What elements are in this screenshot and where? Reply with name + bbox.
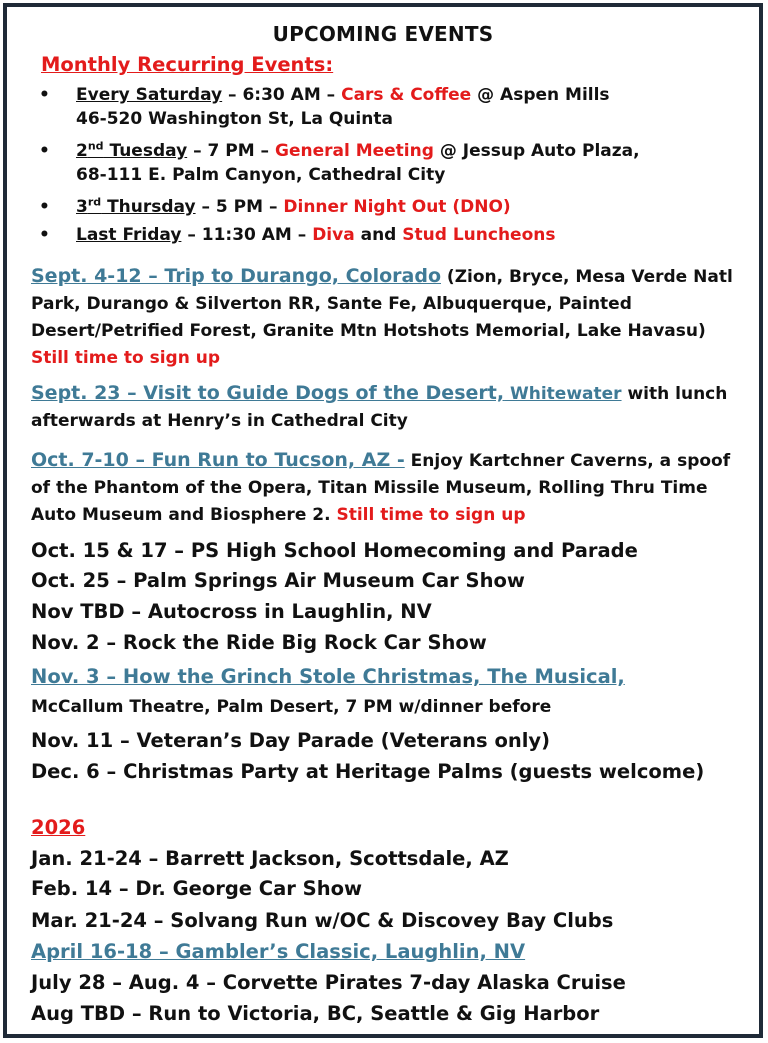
event-line: Dec. 6 – Christmas Party at Heritage Palms (guests welcome) (31, 760, 705, 783)
recurring-time: – 6:30 AM – (222, 85, 342, 105)
page-title: UPCOMING EVENTS (272, 22, 494, 46)
event-line: Nov. 11 – Veteran’s Day Parade (Veterans only) (31, 729, 551, 752)
recurring-address: 46-520 Washington St, La Quinta (76, 109, 393, 129)
list-item (35, 83, 741, 131)
event-line: July 28 – Aug. 4 – Corvette Pirates 7-day Alaska Cruise (31, 971, 626, 994)
recurring-day: 2nd Tuesday (76, 139, 188, 161)
list-item: • Last Friday – 11:30 AM – Diva and Stud Luncheons (39, 225, 556, 245)
recurring-event: Dinner Night Out (DNO) (283, 197, 511, 217)
trip-item (31, 263, 745, 372)
list-item (35, 139, 741, 187)
recurring-address: 68-111 E. Palm Canyon, Cathedral City (76, 165, 446, 185)
event-line: April 16-18 – Gambler’s Classic, Laughlin, NV (31, 940, 526, 963)
recurring-event: Stud Luncheons (402, 225, 556, 245)
trip-item (31, 447, 745, 529)
event-line: Jan. 21-24 – Barrett Jackson, Scottsdale, AZ (31, 847, 509, 870)
trip-heading: Sept. 4-12 – Trip to Durango, Colorado (31, 265, 441, 287)
recurring-day: Every Saturday (76, 85, 223, 105)
recurring-time: – 7 PM – (187, 141, 275, 161)
recurring-day: 3rd Thursday (76, 195, 196, 217)
event-line: Nov TBD – Autocross in Laughlin, NV (31, 600, 432, 623)
recurring-day: Last Friday (76, 225, 182, 245)
grinch-heading: Nov. 3 – How the Grinch Stole Christmas, The Musical, (31, 665, 625, 688)
trip-details: with lunch afterwards at Henry’s in Cathedral City (31, 384, 728, 431)
trip-place: Whitewater (504, 384, 622, 404)
trip-details: Enjoy Kartchner Caverns, a spoof of the Phantom of the Opera, Titan Missile Museum, Rolling Thru Time Auto Museum and Biosphere 2. (31, 451, 731, 525)
event-line: Aug TBD – Run to Victoria, BC, Seattle & Gig Harbor (31, 1002, 600, 1025)
events-flyer (3, 3, 763, 1038)
grinch-details: McCallum Theatre, Palm Desert, 7 PM w/dinner before (31, 697, 552, 717)
recurring-location: @ Aspen Mills (471, 85, 610, 105)
trip-item (31, 380, 745, 435)
list-item (35, 195, 741, 219)
bullet-icon: • (39, 85, 50, 105)
event-line: Oct. 15 & 17 – PS High School Homecoming and Parade (31, 539, 638, 562)
event-line: Feb. 14 – Dr. George Car Show (31, 877, 363, 900)
year-heading: 2026 (31, 816, 86, 839)
signup-note: Still time to sign up (31, 348, 221, 368)
bullet-icon: • (39, 141, 50, 161)
recurring-event: Cars & Coffee (341, 85, 472, 105)
recurring-time: – 11:30 AM – (181, 225, 313, 245)
bullet-icon: • (39, 225, 50, 245)
trip-heading: Oct. 7-10 – Fun Run to Tucson, AZ - (31, 449, 405, 471)
trip-details: (Zion, Bryce, Mesa Verde Natl Park, Durango & Silverton RR, Sante Fe, Albuquerque, Painted Desert/Petrified Forest, Granite Mtn Hotshots Memorial, Lake Havasu) (31, 267, 733, 341)
event-line: Oct. 25 – Palm Springs Air Museum Car Show (31, 569, 525, 592)
bullet-icon: • (39, 197, 50, 217)
recurring-location: @ Jessup Auto Plaza, (433, 141, 640, 161)
signup-note: Still time to sign up (336, 505, 526, 525)
recurring-time: – 5 PM – (195, 197, 284, 217)
event-line: Mar. 21-24 – Solvang Run w/OC & Discovey Bay Clubs (31, 909, 614, 932)
recurring-event: Diva (312, 225, 355, 245)
trip-heading: Sept. 23 – Visit to Guide Dogs of the Desert, (31, 382, 505, 404)
event-line: Nov. 2 – Rock the Ride Big Rock Car Show (31, 631, 487, 654)
recurring-event: General Meeting (274, 141, 434, 161)
monthly-heading: Monthly Recurring Events: (41, 53, 334, 76)
